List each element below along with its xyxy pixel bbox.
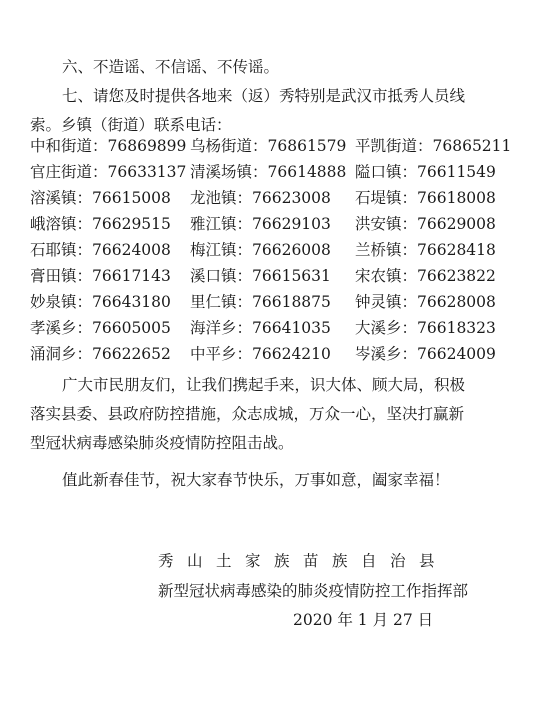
contact-entry: 钟灵镇：76628008 bbox=[355, 293, 496, 311]
contact-entry: 中平乡：76624210 bbox=[190, 345, 331, 363]
item-7-line-1: 七、请您及时提供各地来（返）秀特别是武汉市抵秀人员线 bbox=[62, 87, 466, 105]
item-7 bbox=[30, 82, 500, 140]
contact-row bbox=[30, 289, 500, 315]
contact-entry: 峨溶镇：76629515 bbox=[30, 215, 171, 233]
appeal-line: 广大市民朋友们，让我们携起手来，识大体、顾大局，积极 bbox=[62, 376, 466, 394]
contact-entry: 平凯街道：76865211 bbox=[355, 137, 512, 155]
contact-table bbox=[30, 133, 512, 367]
contact-entry: 石耶镇：76624008 bbox=[30, 241, 171, 259]
appeal-line: 型冠状病毒感染肺炎疫情防控阻击战。 bbox=[30, 434, 294, 452]
appeal-line: 落实县委、县政府防控措施，众志成城，万众一心，坚决打赢新 bbox=[30, 405, 465, 423]
signature-dept: 新型冠状病毒感染的肺炎疫情防控工作指挥部 bbox=[158, 582, 469, 600]
contact-entry: 溪口镇：76615631 bbox=[190, 267, 331, 285]
contact-entry: 雅江镇：76629103 bbox=[190, 215, 331, 233]
appeal-paragraph bbox=[30, 371, 500, 458]
contact-entry: 清溪场镇：76614888 bbox=[190, 163, 347, 181]
contact-row bbox=[30, 133, 512, 159]
contact-entry: 涌洞乡：76622652 bbox=[30, 345, 171, 363]
contact-entry: 溶溪镇：76615008 bbox=[30, 189, 171, 207]
contact-entry: 海洋乡：76641035 bbox=[190, 319, 331, 337]
signature-date: 2020 年 1 月 27 日 bbox=[293, 611, 434, 629]
contact-entry: 宋农镇：76623822 bbox=[355, 267, 496, 285]
item-7-line-2: 索。乡镇（街道）联系电话： bbox=[30, 116, 232, 134]
contact-row bbox=[30, 159, 500, 185]
contact-entry: 隘口镇：76611549 bbox=[355, 163, 496, 181]
contact-row bbox=[30, 211, 500, 237]
contact-entry: 里仁镇：76618875 bbox=[190, 293, 331, 311]
contact-entry: 兰桥镇：76628418 bbox=[355, 241, 496, 259]
contact-entry: 大溪乡：76618323 bbox=[355, 319, 496, 337]
contact-entry: 膏田镇：76617143 bbox=[30, 267, 171, 285]
contact-entry: 孝溪乡：76605005 bbox=[30, 319, 171, 337]
item-6: 六、不造谣、不信谣、不传谣。 bbox=[62, 58, 280, 76]
contact-entry: 妙泉镇：76643180 bbox=[30, 293, 171, 311]
contact-row bbox=[30, 341, 500, 367]
contact-entry: 中和街道：76869899 bbox=[30, 137, 187, 155]
contact-row bbox=[30, 315, 500, 341]
contact-entry: 岑溪乡：76624009 bbox=[355, 345, 496, 363]
contact-entry: 官庄街道：76633137 bbox=[30, 163, 187, 181]
contact-row bbox=[30, 185, 500, 211]
contact-entry: 龙池镇：76623008 bbox=[190, 189, 331, 207]
contact-row bbox=[30, 237, 500, 263]
contact-entry: 石堤镇：76618008 bbox=[355, 189, 496, 207]
greeting: 值此新春佳节，祝大家春节快乐，万事如意，阖家幸福！ bbox=[62, 471, 450, 489]
signature-org: 秀山土家族苗族自治县 bbox=[158, 552, 449, 570]
contact-entry: 梅江镇：76626008 bbox=[190, 241, 331, 259]
contact-entry: 洪安镇：76629008 bbox=[355, 215, 496, 233]
contact-entry: 乌杨街道：76861579 bbox=[190, 137, 347, 155]
contact-row bbox=[30, 263, 500, 289]
